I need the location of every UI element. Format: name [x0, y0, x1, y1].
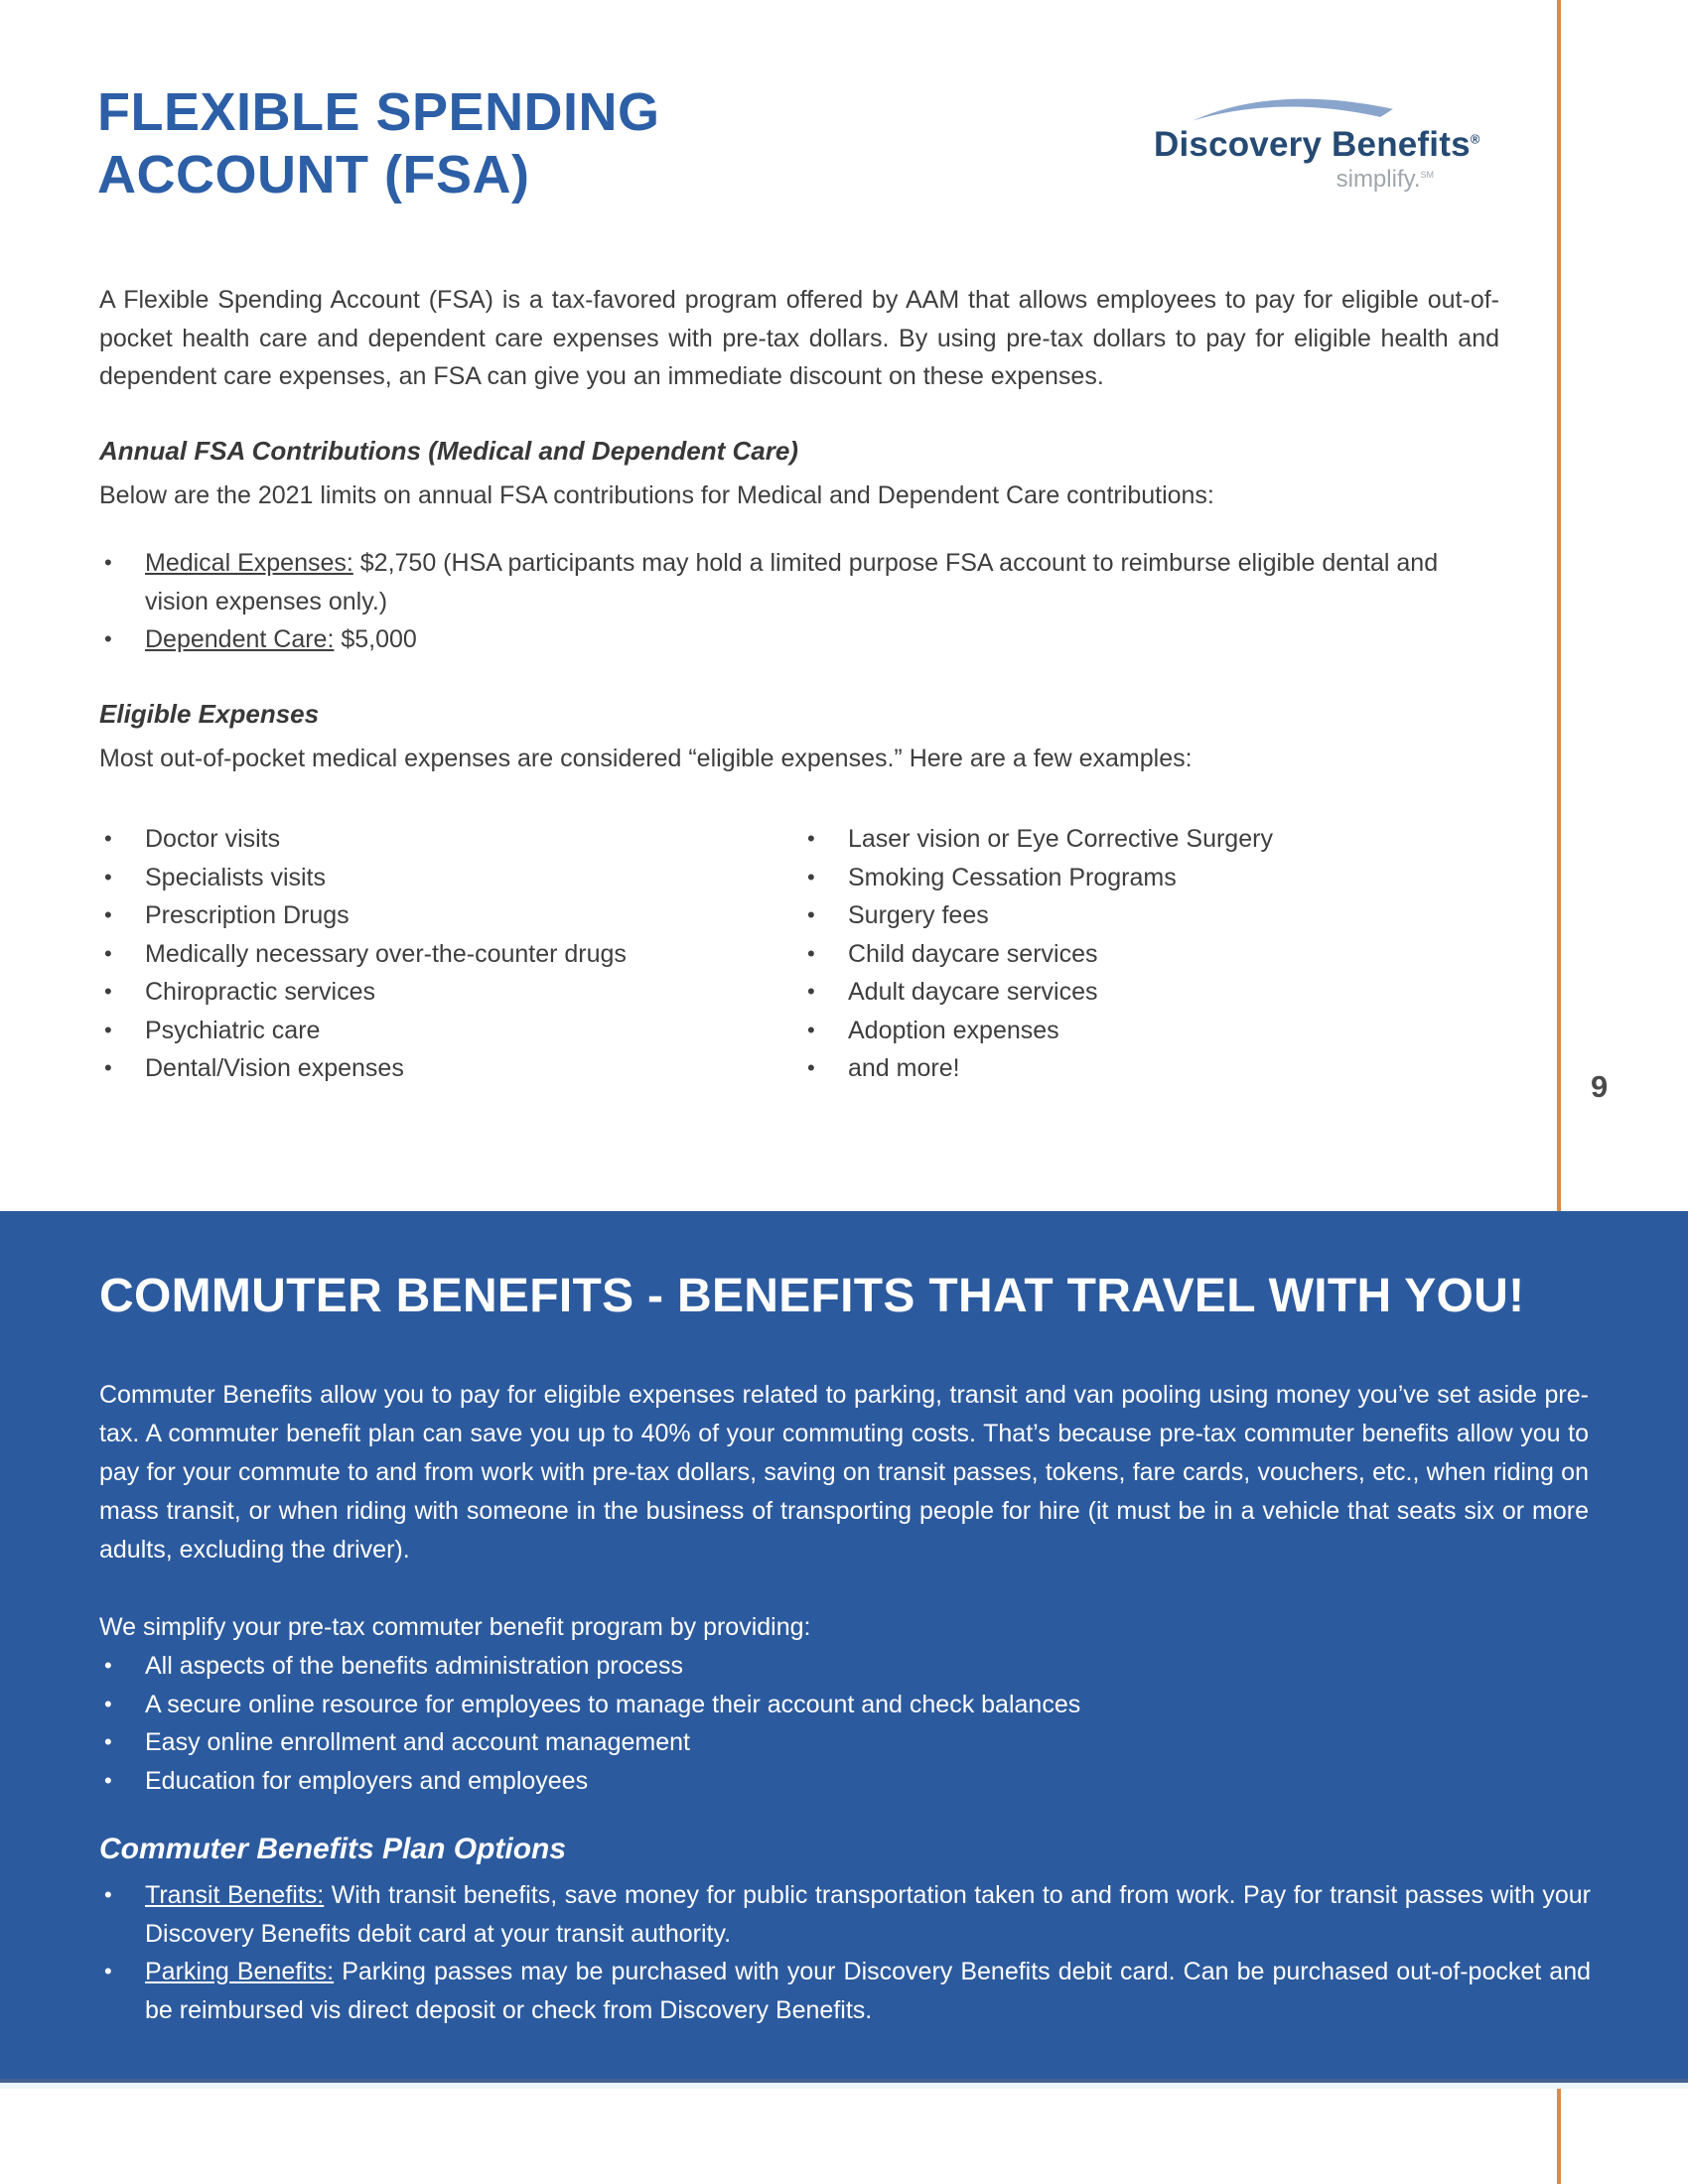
band-bottom-light-strip	[0, 2083, 1688, 2089]
list-item: • Smoking Cessation Programs	[802, 859, 1549, 897]
commuter-benefits-heading: COMMUTER BENEFITS - BENEFITS THAT TRAVEL WITH YOU!	[99, 1270, 1525, 1322]
annual-contributions-heading: Annual FSA Contributions (Medical and Dependent Care)	[99, 436, 798, 466]
bullet-icon: •	[807, 902, 815, 927]
annual-contributions-intro: Below are the 2021 limits on annual FSA contributions for Medical and Dependent Care contributions:	[99, 481, 1214, 509]
parking-benefits-text: Parking passes may be purchased with your Discovery Benefits debit card. Can be purchased out-of-pocket and be reimbursed vis direct deposit or check from Discovery Benefits.	[145, 1958, 1591, 2024]
plan-options-heading: Commuter Benefits Plan Options	[99, 1833, 567, 1865]
list-item: • Adoption expenses	[802, 1012, 1549, 1050]
bullet-icon: •	[104, 1882, 112, 1907]
logo-tagline	[1154, 166, 1434, 194]
logo-wordmark	[1154, 125, 1491, 165]
page-title-line1: FLEXIBLE SPENDING	[97, 82, 660, 142]
list-item: • A secure online resource for employees to manage their account and check balances	[99, 1686, 1589, 1724]
list-item	[99, 544, 1489, 620]
bullet-icon: •	[807, 1017, 815, 1042]
simplify-intro-line: We simplify your pre-tax commuter benefit program by providing:	[99, 1613, 811, 1641]
plan-options-list	[99, 1876, 1591, 2029]
eligible-examples-left-list	[99, 820, 802, 1088]
bullet-icon: •	[807, 1055, 815, 1080]
medical-expenses-label: Medical Expenses:	[145, 549, 353, 577]
medical-expenses-text: $2,750 (HSA participants may hold a limited purpose FSA account to reimburse eligible dental and vision expenses only.)	[145, 549, 1439, 615]
logo-name-text: Discovery Benefits	[1154, 125, 1471, 164]
bullet-icon: •	[807, 940, 815, 966]
bullet-icon: •	[104, 979, 112, 1004]
list-item: • Prescription Drugs	[99, 896, 802, 935]
bullet-icon: •	[104, 826, 112, 851]
bullet-icon: •	[104, 1055, 112, 1080]
logo-tagline-text: simplify.	[1336, 166, 1421, 193]
dependent-care-label: Dependent Care:	[145, 625, 335, 653]
list-item	[99, 620, 1489, 659]
registered-trademark-symbol: ®	[1470, 131, 1480, 147]
eligible-examples-columns	[99, 820, 1549, 1088]
annual-contributions-list	[99, 544, 1489, 659]
list-item	[99, 1953, 1591, 2029]
list-item: • Specialists visits	[99, 859, 802, 897]
list-item: • Dental/Vision expenses	[99, 1049, 802, 1088]
logo-swoosh-icon	[1186, 89, 1402, 125]
bullet-icon: •	[807, 979, 815, 1004]
bullet-icon: •	[104, 1959, 112, 1983]
bullet-icon: •	[104, 864, 112, 889]
simplify-list	[99, 1647, 1589, 1800]
bullet-icon: •	[807, 826, 815, 851]
list-item: • Doctor visits	[99, 820, 802, 859]
list-item: • Adult daycare services	[802, 973, 1549, 1012]
page-title-line2: ACCOUNT (FSA)	[97, 145, 530, 205]
bullet-icon: •	[104, 940, 112, 966]
dependent-care-text: $5,000	[334, 625, 417, 653]
bullet-icon: •	[104, 1767, 112, 1793]
list-item: • Easy online enrollment and account management	[99, 1723, 1589, 1762]
service-mark-symbol: SM	[1420, 170, 1434, 180]
fsa-intro-paragraph: A Flexible Spending Account (FSA) is a tax-favored program offered by AAM that allows employees to pay for eligible out-of-pocket health care and dependent care expenses with pre-tax dollars. By using pre-tax dollars to pay for eligible health and dependent care expenses, an FSA can give you an immediate discount on these expenses.	[99, 286, 1499, 390]
bullet-icon: •	[104, 1017, 112, 1042]
page-title	[97, 81, 660, 206]
bullet-icon: •	[104, 1729, 112, 1754]
list-item	[99, 1876, 1591, 1953]
list-item: • Child daycare services	[802, 935, 1549, 974]
list-item: • All aspects of the benefits administration process	[99, 1647, 1589, 1686]
accent-vertical-line-bottom	[1557, 2089, 1561, 2184]
bullet-icon: •	[104, 550, 112, 575]
eligible-expenses-heading: Eligible Expenses	[99, 699, 320, 729]
commuter-intro-paragraph: Commuter Benefits allow you to pay for eligible expenses related to parking, transit and van pooling using money you’ve set aside pre-tax. A commuter benefit plan can save you up to 40% of your commuting costs. That’s because pre-tax commuter benefits allow you to pay for your commute to and from work with pre-tax dollars, saving on transit passes, tokens, fare cards, vouchers, etc., when riding on mass transit, or when riding with someone in the business of transporting people for hire (it must be in a vehicle that seats six or more adults, excluding the driver).	[99, 1381, 1589, 1564]
list-item: • Chiropractic services	[99, 973, 802, 1012]
list-item: • Surgery fees	[802, 896, 1549, 935]
commuter-benefits-section	[0, 1211, 1688, 2083]
list-item: • Psychiatric care	[99, 1012, 802, 1050]
eligible-examples-right-list	[802, 820, 1549, 1088]
discovery-benefits-logo	[1154, 89, 1491, 194]
accent-vertical-line-top	[1557, 0, 1561, 1211]
list-item: • and more!	[802, 1049, 1549, 1088]
parking-benefits-label: Parking Benefits:	[145, 1958, 335, 1985]
bullet-icon: •	[104, 626, 112, 651]
page-number: 9	[1591, 1069, 1609, 1104]
list-item: • Laser vision or Eye Corrective Surgery	[802, 820, 1549, 859]
bullet-icon: •	[104, 902, 112, 927]
bullet-icon: •	[104, 1653, 112, 1678]
transit-benefits-text: With transit benefits, save money for public transportation taken to and from work. Pay for transit passes with your Discovery Benefits debit card at your transit authority.	[145, 1881, 1591, 1948]
bullet-icon: •	[807, 864, 815, 889]
list-item: • Education for employers and employees	[99, 1762, 1589, 1801]
eligible-expenses-intro: Most out-of-pocket medical expenses are considered “eligible expenses.” Here are a few examples:	[99, 745, 1193, 772]
transit-benefits-label: Transit Benefits:	[145, 1881, 325, 1909]
list-item: • Medically necessary over-the-counter drugs	[99, 935, 802, 974]
bullet-icon: •	[104, 1691, 112, 1716]
